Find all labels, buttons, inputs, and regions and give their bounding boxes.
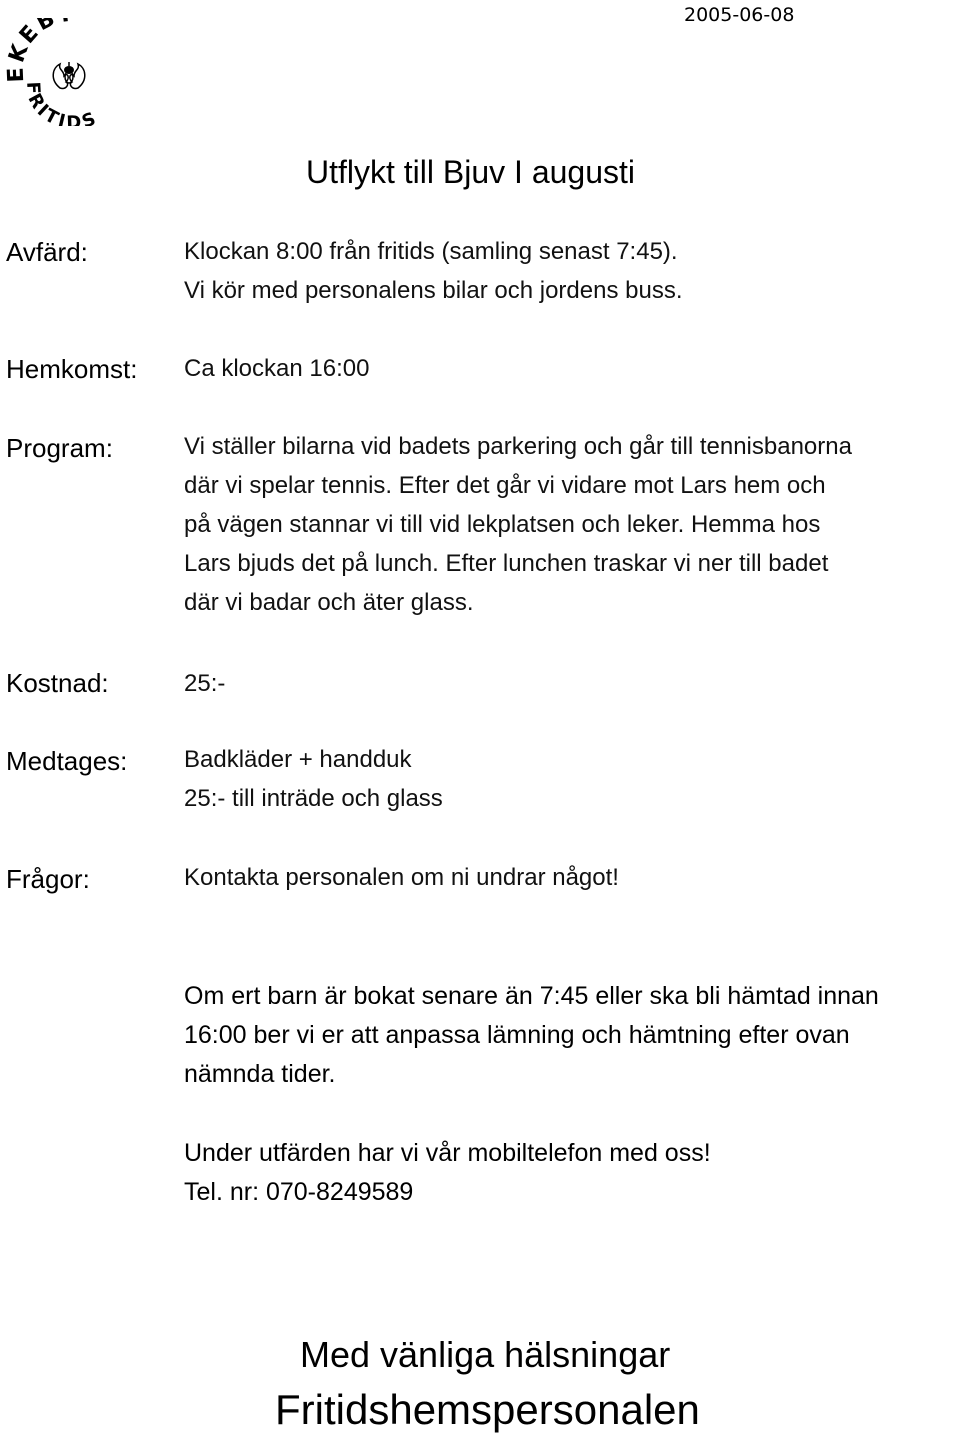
notice-line-3: nämnda tider. [184, 1060, 336, 1088]
field-value-program-line-4: Lars bjuds det på lunch. Efter lunchen traskar vi ner till badet [184, 550, 829, 577]
field-label-hemkomst: Hemkomst: [6, 354, 138, 384]
field-label-program: Program: [6, 433, 113, 463]
logo-top-text: EKEB [6, 18, 61, 83]
field-value-program-line-1: Vi ställer bilarna vid badets parkering och går till tennisbanorna [184, 433, 852, 460]
page-title: Utflykt till Bjuv I augusti [306, 154, 635, 190]
document-date: 2005-06-08 [684, 4, 795, 26]
field-value-kostnad: 25:- [184, 670, 226, 697]
field-label-kostnad: Kostnad: [6, 668, 109, 698]
field-label-avfard: Avfärd: [6, 237, 88, 267]
field-value-avfard-line-1: Klockan 8:00 från fritids (samling senast 7:45). [184, 238, 678, 265]
field-value-program-line-5: där vi badar och äter glass. [184, 589, 474, 616]
closing-greeting: Med vänliga hälsningar [300, 1334, 671, 1375]
field-label-medtages: Medtages: [6, 746, 128, 776]
field-value-fragor: Kontakta personalen om ni undrar något! [184, 864, 619, 891]
field-value-medtages-line-2: 25:- till inträde och glass [184, 785, 443, 812]
logo-bottom-text: FRITIDS [22, 81, 102, 126]
notice-line-2: 16:00 ber vi er att anpassa lämning och hämtning efter ovan [184, 1021, 850, 1049]
contact-phone: Tel. nr: 070-8249589 [184, 1178, 414, 1206]
field-value-hemkomst: Ca klockan 16:00 [184, 355, 370, 382]
field-label-fragor: Frågor: [6, 864, 90, 894]
notice-line-1: Om ert barn är bokat senare än 7:45 eller ska bli hämtad innan [184, 982, 879, 1010]
oak-leaf-acorn-logo-icon [6, 18, 132, 126]
closing-signature: Fritidshemspersonalen [275, 1386, 700, 1433]
field-value-program-line-3: på vägen stannar vi till vid lekplatsen och leker. Hemma hos [184, 511, 821, 538]
contact-line-1: Under utfärden har vi vår mobiltelefon med oss! [184, 1139, 711, 1167]
ekeby-fritids-logo [6, 18, 132, 126]
field-value-program-line-2: där vi spelar tennis. Efter det går vi vidare mot Lars hem och [184, 472, 826, 499]
field-value-avfard-line-2: Vi kör med personalens bilar och jordens buss. [184, 277, 683, 304]
field-value-medtages-line-1: Badkläder + handduk [184, 746, 412, 773]
